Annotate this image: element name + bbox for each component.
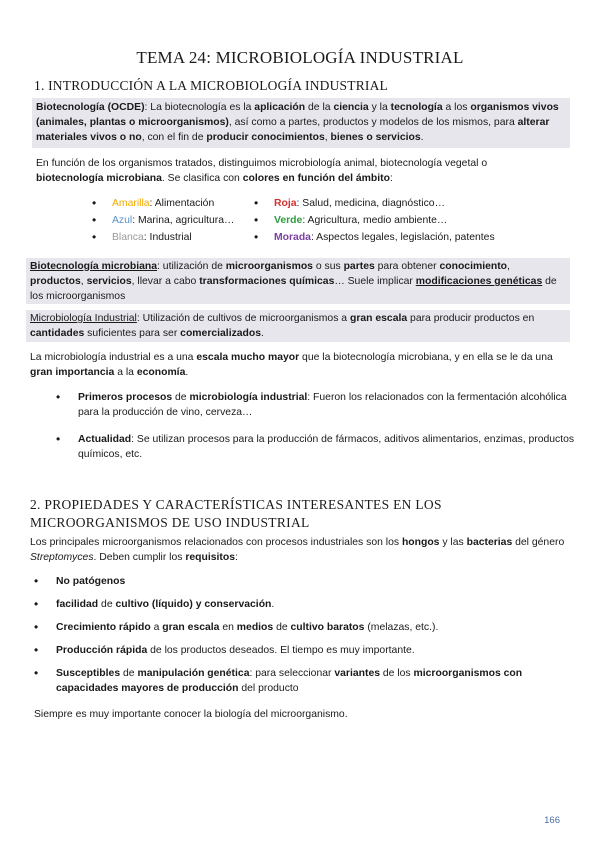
section2-intro: Los principales microorganismos relacionados con procesos industriales son los hongos y las bacterias del género Streptomyces. Deben cumplir los requisitos: (30, 537, 565, 564)
micro-industrial-box (26, 310, 570, 342)
color-item: • Roja: Salud, medicina, diagnóstico… (254, 196, 495, 213)
list-item: • Susceptibles de manipulación genética: para seleccionar variantes de los microorganismos con capacidades mayores de producción del producto (34, 666, 564, 696)
list-item: • facilidad de cultivo (líquido) y conservación. (34, 597, 564, 612)
micro-industrial-text: Microbiología Industrial: Utilización de cultivos de microorganismos a gran escala para producir productos en cantidades suficientes para ser comercializados. (30, 313, 535, 340)
page-title: TEMA 24: MICROBIOLOGÍA INDUSTRIAL (136, 48, 464, 67)
requirements-list (34, 574, 564, 696)
biotec-microbiana-text: Biotecnología microbiana: utilización de microorganismos o sus partes para obtener conocimiento, productos, servicios, llevar a cabo transformaciones químicas… Suele implicar modificaciones genéticas de los microorganismos (30, 261, 557, 303)
color-column-right (254, 196, 495, 247)
closing-paragraph: Siempre es muy importante conocer la biología del microorganismo. (34, 709, 348, 720)
list-item: • Producción rápida de los productos deseados. El tiempo es muy importante. (34, 643, 564, 658)
list-item: • Crecimiento rápido a gran escala en medios de cultivo baratos (melazas, etc.). (34, 620, 564, 635)
list-item: • No patógenos (34, 574, 564, 589)
history-bullets (56, 390, 576, 462)
list-item: • Primeros procesos de microbiología industrial: Fueron los relacionados con la fermentación alcohólica para la producción de vino, cerveza… (56, 390, 576, 420)
color-item: • Azul: Marina, agricultura… (92, 213, 234, 230)
color-item: • Amarilla: Alimentación (92, 196, 234, 213)
color-item: • Morada: Aspectos legales, legislación, patentes (254, 230, 495, 247)
list-item: • Actualidad: Se utilizan procesos para la producción de fármacos, aditivos alimentarios, enzimas, productos químicos, etc. (56, 432, 576, 462)
biotec-microbiana-box (26, 258, 570, 304)
color-item: • Blanca: Industrial (92, 230, 234, 247)
definition-box (32, 98, 570, 148)
section1-heading: 1. INTRODUCCIÓN A LA MICROBIOLOGÍA INDUSTRIAL (34, 78, 389, 93)
page-number: 166 (544, 815, 560, 826)
color-column-left (92, 196, 234, 247)
color-item: • Verde: Agricultura, medio ambiente… (254, 213, 495, 230)
definition-text: Biotecnología (OCDE): La biotecnología es la aplicación de la ciencia y la tecnología a los organismos vivos (animales, plantas o microorganismos), así como a partes, productos y modelos de los mismos, para alterar materiales vivos o no, con el fin de producir conocimientos, bienes o servicios. (36, 102, 559, 144)
escala-paragraph: La microbiología industrial es a una escala mucho mayor que la biotecnología microbiana, y en ella se le da una gran importancia a la economía. (30, 352, 553, 379)
section2-heading: 2. PROPIEDADES Y CARACTERÍSTICAS INTERESANTES EN LOS MICROORGANISMOS DE USO INDUSTRIAL (30, 497, 442, 531)
intro-paragraph: En función de los organismos tratados, distinguimos microbiología animal, biotecnología vegetal o biotecnología microbiana. Se clasifica con colores en función del ámbito: (36, 158, 488, 185)
